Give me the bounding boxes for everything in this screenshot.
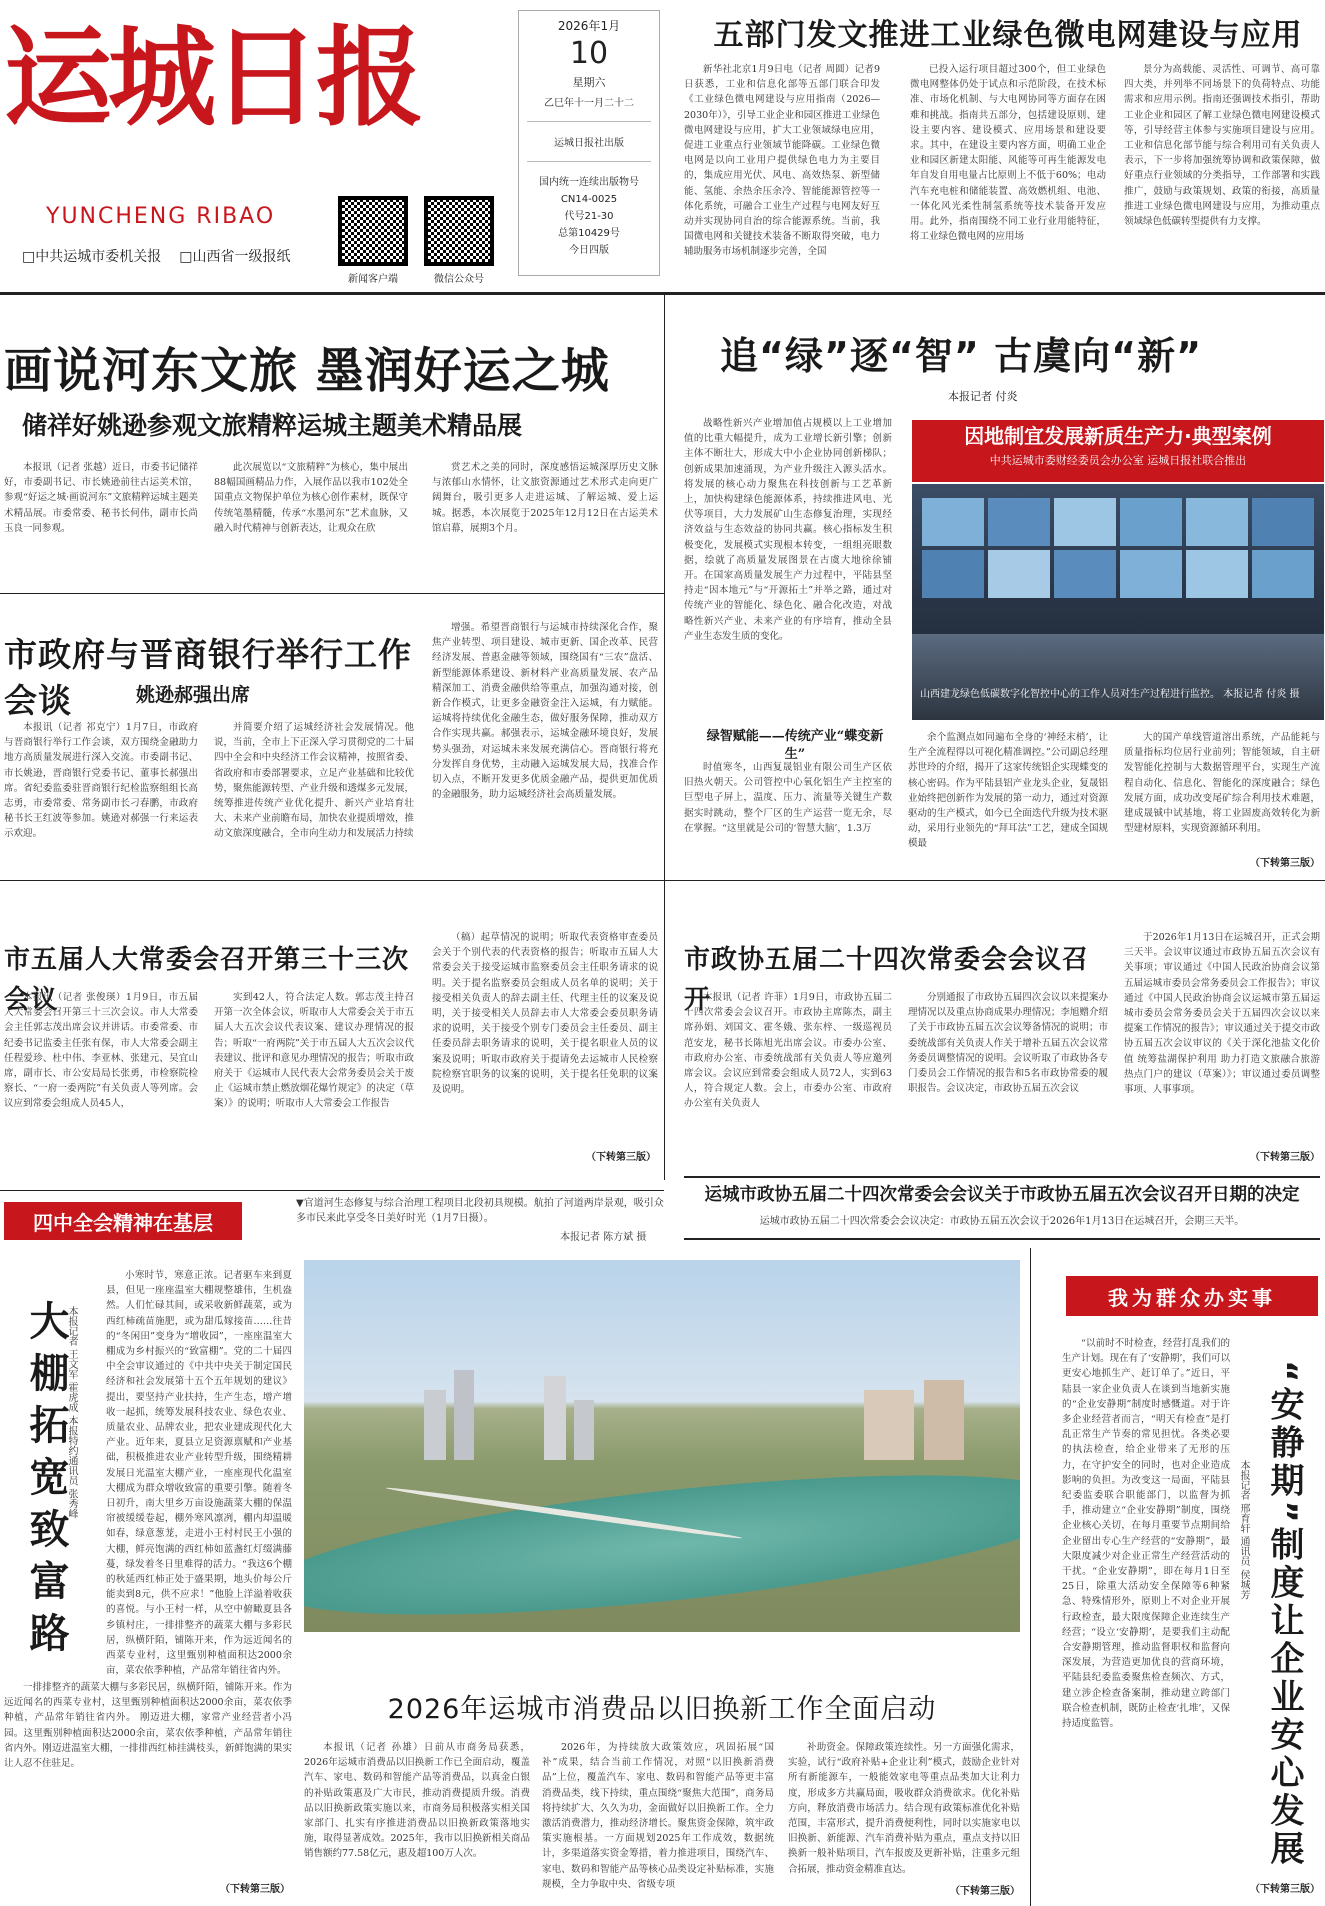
a6-continued: （下转第三版） <box>1250 1152 1320 1163</box>
screen-wall <box>922 498 1314 598</box>
a1-headline: 五部门发文推进工业绿色微电网建设与应用 <box>713 18 1303 53</box>
a2-headline: 画说河东文旅 墨润好运之城 <box>4 343 610 399</box>
a5-text-3: （稿）起草情况的说明；听取代表资格审查委员会关于个别代表的代表资格的报告；听取市五届人大常委会关于接受运城市监察委员会主任职务请求的说明。关于提名监察委员会组成人员名单的说明；关于接受相关负责人的辞去副主任、代理主任的议案及说明，关于接受相关人员辞去市人大常委会委员职务请求的说明，关于接受个别专门委员会主任委员、副主任委员辞去职务请求的说明，关于提名职业人员的议案及说明；听取市政府关于提请免去运城市人民检察院检察官职务的议案的说明，关于提名任免职的议案及说明。 <box>432 932 658 1096</box>
a4-text-3: 余个监测点如同遍布全身的‘神经末梢’，让生产全流程得以可视化精准调控。”公司副总经理苏世玲的介绍，揭开了这家传统铝企实现蝶变的核心密码。作为平陆县铝产业龙头企业，复晟铝业始终把创新作为发展的第一动力，通过对资源驱动的生产模式，如今已全面迭代升级为技术驱动，采用行业领先的“拜耳法”工艺，建成全国规模最 <box>908 732 1108 850</box>
masthead-title: 运城日报 <box>4 15 421 141</box>
a6-text-2: 分别通报了市政协五届四次会议以来提案办理情况以及重点协商成果办理情况；李旭赠介绍了关于市政协五届五次会议筹备情况的说明；市委统战部有关负责人作关于增补五届五次会议常务委员调整情况的说明。会议听取了市政协各专门委员会工作情况的报告和5名市政协常委的履职报告。会议决定，市政协五届五次会议 <box>908 992 1108 1095</box>
a10-section-tag: 我为群众办实事 <box>1066 1276 1318 1316</box>
a6-col-2 <box>908 990 1108 1160</box>
a8-text: 小寒时节，寒意正浓。记者驱车来到夏县，但见一座座温室大棚规整雄伟，生机盎然。人们忙碌其间，或采收新鲜蔬菜，或为西红柿疏苗施肥，或为甜瓜嫁接苗……往昔的“冬闲田”变身为“增收园”，一座座温室大棚成为乡村振兴的“致富棚”。党的二十届四中全会审议通过的《中共中央关于制定国民经济和社会发展第十五个五年规划的建议》提出，要坚持产业扶持，生产生态，增产增收一起抓，统筹发展科技农业、绿色农业、质量农业、品牌农业，把农业建成现代化大产业。近年来，夏县立足资源禀赋和产业基础，积极推进农业产业转型升级，围绕精耕发展日光温室大棚产业，一座座现代化温室大棚成为群众增收致富的重要引擎。随着冬日初升，南大里乡万亩设施蔬菜大棚的保温帘被缓缓卷起，棚外寒风凛冽，棚内却温暖如春，绿意葱茏，走进小王村村民王小强的大棚，鲜亮饱满的西红柿如蓝盏红灯缀满藤蔓，绿发着冬日里难得的活力。“我这6个棚的秋延西红柿正处于盛果期，地头价每公斤能卖到8元，供不应求！”他脸上洋溢着收获的喜悦。与小王村一样，从空中俯瞰夏县各乡镇村庄，一排排整齐的蔬菜大棚与多彩民居，纵横阡陌，铺陈开来，作为远近闻名的西菜专业村，这里甄别种植面积达2000余亩，菜农依季种植，产品常年销往省内外。 <box>106 1270 292 1677</box>
a10-byline: 本报记者 邢育轩 通讯员 侯城芳 <box>1238 1460 1249 1600</box>
cn-number: CN14-0025 <box>560 194 618 205</box>
issue-number: 总第10429号 <box>558 228 620 239</box>
a10-headline: “安静期”制度让企业安心发展 <box>1264 1360 1304 1869</box>
building <box>544 1376 566 1460</box>
a6-headline: 市政协五届二十四次常委会会议召开 <box>684 945 1090 1015</box>
a9-continued: （下转第三版） <box>950 1886 1020 1897</box>
a6-text-3: 于2026年1月13日在运城召开，正式会期三天半。会议审议通过市政协五届五次会议有关事项；审议通过《中国人民政治协商会议第五届运城市委员会常务委员会工作报告》；审议通过《中国人民政治协商会议运城市第五届运城市委员会常务委员会关于五届四次会议以来提案工作情况的报告》；审议通过关于提交市政协五届五次会议审议的《关于深化池盐文化价值 统筹盐湖保护利用 助力打造文旅融合旅游热点门户的建议（草案）》；审议通过委员调整事项、人事事项。 <box>1124 932 1320 1096</box>
a2-col-2 <box>214 460 408 565</box>
a4-continued: （下转第三版） <box>1250 858 1320 869</box>
a2-subhead: 储祥好姚逊参观文旅精粹运城主题美术精品展 <box>22 411 523 440</box>
river-aerial-photo <box>304 1260 1020 1632</box>
date-day: 10 <box>569 36 609 71</box>
a6-col-1 <box>684 990 892 1160</box>
a1-text-1: 新华社北京1月9日电（记者 周圆）记者9日获悉，工业和信息化部等五部门联合印发《工业绿色微电网建设与应用指南（2026—2030年）》，引导工业企业和园区推进工业绿色微电网建设与应用，扩大工业领域绿电应用，促进工业重点行业领域节能降碳。工业绿色微电网是以向工业用户提供绿色电力为主要目的，集成应用光伏、风电、高效热泵、新型储能、氢能、余热余压余冷、智能能源管控等一体化系统，可融合工业生产过程与电网友好互动并实现协同自治的综合能源系统。当前，我国微电网和关键技术装备不断取得突破，电力辅助服务市场机制逐步完善，全国 <box>684 64 880 258</box>
a7-notice-box <box>684 1176 1320 1240</box>
a3-text-3: 增强。希望晋商银行与运城市持续深化合作，聚焦产业转型、项目建设、城市更新、国企改革、民营经济发展、普惠金融等领域，围绕国有“三农”盘活、新型能源体系建设、新材料产业高质量发展、农产品精深加工、消费金融供给等重点，加强沟通对接，创新合作模式，让更多金融资金注入运城，有力赋能。运城将持续优化金融生态，做好服务保障，推动双方合作实现共赢。郝强表示，运城金融环境良好，发展势头强劲，对运城未来发展充满信心。晋商银行将充分发挥自身优势，主动融入运城发展大局，找准合作切入点，不断开发更多优质金融产品，提供更加优质的金融服务，助力运城经济社会高质量发展。 <box>432 622 658 801</box>
photo-credit: 本报记者 陈方斌 摄 <box>560 1232 647 1243</box>
publisher: 运城日报社出版 <box>554 138 624 149</box>
a4-banner <box>912 420 1324 482</box>
photo-caption: ▼官道河生态修复与综合治理工程项目北段初具规模。航拍了河道两岸景观，吸引众多市民来此享受冬日美好时光（1月7日摄）。 <box>296 1198 664 1224</box>
building <box>454 1370 474 1460</box>
a4-banner-sub: 中共运城市委财经委员会办公室 运城日报社联合推出 <box>989 454 1247 467</box>
date-month: 2026年1月 <box>557 19 621 33</box>
a1-text-2: 已投入运行项目超过300个，但工业绿色微电网整体仍处于试点和示范阶段，在技术标准、市场化机制、与大电网协同等方面存在困难和挑战。指南共五部分，包括建设原则、建设主要内容、建设模式、应用场景和建设要求。其中，在建设主要内容方面，明确工业企业和园区新建太阳能、风能等可再生能源发电年自发自用电量占比原则上不低于60%；电动汽车充电桩和储能装置、高效燃机组、电池、一体化风光柔性制氢系统等技术装备开发应用。此外，指南围绕不同工业行业用能特征，将工业绿色微电网的应用场 <box>910 64 1106 243</box>
a4-banner-title: 因地制宜发展新质生产力·典型案例 <box>964 424 1272 448</box>
date-box <box>518 10 660 276</box>
slogan-2: □山西省一级报纸 <box>179 249 291 265</box>
a8-continued: （下转第三版） <box>220 1884 290 1895</box>
a3-col-2 <box>214 720 414 870</box>
a6-text-1: 本报讯（记者 许菲）1月9日，市政协五届二十四次常委会会议召开。市政协主席陈杰，副主席孙娟、刘国文、霍冬娥、张东梓、一级巡视员范安龙，秘书长陈旭光出席会议。市委办公室、市政府办公室、市委统战部有关负责人等应邀列席会议。会议应到常委会组成人员72人，实到63人，符合规定人数。会上，市委办公室、市政府办公室有关负责人 <box>684 992 892 1110</box>
page-count: 今日四版 <box>569 245 609 256</box>
a9-text-2: 2026年，为持续放大政策效应，巩固拓展“国补”成果，结合当前工作情况，对照“以旧换新消费品”上位，覆盖汽车、家电、数码和智能产品等更丰富消费品类，线下持续，重点围绕“聚焦大范围”，商务局将持续扩大、久久为功，金面做好以旧换新工作。全力激活消费潜力，推动经济增长。聚焦资金保障，筑牢政策实施根基。一方面规划2025年工作成效，数据统计，多渠道落实资金筹措，着力推进项目，围绕汽车、家电、数码和智能产品等核心品类设定补贴标准，实施规模，全力争取中央、省级专项 <box>542 1742 774 1890</box>
a2-text-2: 此次展览以“文旅精粹”为核心，集中展出88幅国画精品力作，入展作品以我市102处全国重点文物保护单位为核心创作素材，既保守传统笔墨精髓，传承“水墨河东”艺术血脉，又融入时代精神与创新表达，让观众在欣 <box>214 462 408 534</box>
a4-photo-caption: 山西建龙绿色低碳数字化智控中心的工作人员对生产过程进行监控。 本报记者 付炎 摄 <box>920 689 1300 700</box>
divider <box>664 295 665 938</box>
date-lunar: 乙巳年十一月二十二 <box>544 98 634 109</box>
river <box>304 1447 1020 1632</box>
a10-text: “以前时不时检查，经营打乱我们的生产计划。现在有了‘安静期’，我们可以更安心地抓生产、赶订单了。”近日，平陆县一家企业负责人在谈到当地新实施的“企业安静期”制度时感慨道。对于许多企业经营者而言，“明天有检查”是打乱正常生产节奏的常见担忧。各类必要的执法检查，给企业带来了无形的压力，在守护安全的同时，也对企业造成影响的负担。为改变这一局面，平陆县纪委监委联合职能部门，以监督为抓手，推动建立“企业安静期”制度，围绕企业核心关切，在每月重要节点期间给企业留出专心生产经营的“安静期”，最大限度减少对企业正常生产经营活动的干扰。“企业安静期”，即在每月1日至25日，除重大活动安全保障等6种紧急、特殊情形外，原则上不对企业开展行政检查，最大限度保障企业连续生产经营；“设立‘安静期’，是要我们主动配合安静期管理，推动监督职权和监督向深发展，为营造更加优良的营商环境，平陆县纪委监委聚焦检查频次、方式，建立涉企检查备案制，推动建立跨部门联合检查机制，既防止检查‘扎堆’，又保持适度监管。 <box>1062 1338 1230 1730</box>
a5-continued: （下转第三版） <box>586 1152 656 1163</box>
a9-col-3 <box>788 1740 1020 1880</box>
control-room-photo <box>912 484 1324 720</box>
qr-label-app: 新闻客户端 <box>348 274 398 285</box>
qr-label-wechat: 微信公众号 <box>434 274 484 285</box>
a3-col-1 <box>4 720 198 870</box>
a8-headline: 大棚拓宽致富路 <box>23 1300 69 1664</box>
a4-subtitle: 绿智赋能——传统产业“蝶变新生” <box>706 729 884 762</box>
divider <box>0 292 1325 295</box>
divider <box>0 1190 664 1191</box>
a4-col-3 <box>908 730 1108 868</box>
a4-text-1: 战略性新兴产业增加值占规模以上工业增加值的比重大幅提升，成为工业增长新引擎；创新主体不断壮大，形成大中小企业协同创新梯队；创新成果加速涌现，为产业升级注入源头活水。将发展的核心动力聚焦在科技创新与工艺革新上，加快构建绿色能源体系，持续推进风电、光伏等项目，大力发展矿山生态修复治理，实现经济效益与生态效益的协同共赢。核心指标发生积极变化，发展模式实现根本转变，一组组亮眼数据，绘就了高质量发展图景在古虞大地徐徐铺开。在国家高质量发展生产力过程中，平陆县坚持走“因本地元”与“开源拓土”并举之路，通过对传统产业的智能化、绿色化、融合化改造，对战略性新兴产业、未来产业的有序培育，推动全县产业生态发生质的变化。 <box>684 418 892 642</box>
building <box>924 1380 964 1460</box>
a5-col-3 <box>432 930 658 1146</box>
a8-col-1 <box>106 1268 292 1678</box>
building <box>424 1390 446 1460</box>
a1-col-2 <box>910 62 1106 280</box>
a8-byline: 本报记者 王文军 霍虎成 本报特约通讯员 张秀峰 <box>66 1306 77 1519</box>
a2-text-1: 本报讯（记者 张越）近日，市委书记储祥好，市委副书记、市长姚逊前往古运美术馆，参观“好运之城·画说河东”文旅精粹运城主题美术精品展。市委常委、秘书长何伟，副市长尚玉良一同参观。 <box>4 462 198 534</box>
a9-text-1: 本报讯（记者 孙雄）日前从市商务局获悉，2026年运城市消费品以旧换新工作已全面启动，覆盖汽车、家电、数码和智能产品等消费品，以真金白银的补贴政策惠及广大市民，推动消费提质升级。消费品以旧换新政策实施以来，市商务局积极落实相关国家部门、扎实有序推进消费品以旧换新政策落地实施，取得显著成效。2025年，我市以旧换新相关商品销售额约77.58亿元，惠及超100万人次。 <box>304 1742 530 1860</box>
a5-text-1: 本报讯（记者 张俊瑛）1月9日，市五届人大常委会召开第三十三次会议。市人大常委会主任郭志茂出席会议并讲话。市委常委、市纪委书记监委主任张有保，市人大常委会副主任程爱珍、杜中伟、李亚林、张建元、吴宜山席，副市长、市公安局局长张勇，市检察院检察长、“一府一委两院”有关负责人等列席。会议应到常委会组成人员45人， <box>4 992 198 1110</box>
date-weekday: 星期六 <box>572 76 606 89</box>
divider <box>1030 1248 1031 1906</box>
a2-text-3: 赏艺术之美的同时，深度感悟运城深厚历史文脉与浓郁山水情怀，让文旅资源通过艺术形式走向更广阔舞台，吸引更多人走进运城、了解运城、爱上运城。据悉，本次展览于2025年12月12日在古运美术馆启幕，展期3个月。 <box>432 462 658 534</box>
a8-col-2 <box>4 1680 292 1876</box>
a7-headline: 运城市政协五届二十四次常委会会议关于市政协五届五次会议召开日期的决定 <box>704 1185 1300 1205</box>
a5-text-2: 实到42人，符合法定人数。郭志茂主持召开第一次全体会议，听取市人大常委会关于市五届人大五次会议代表议案、建议办理情况的报告；听取“一府两院”关于市五届人大五次会议代表建议、批评和意见办理情况的报告；听取市政府关于《运城市人民代表大会常务委员会关于废止《运城市禁止燃放烟花爆竹规定》的决定（草案）》的说明；听取市人大常委会工作报告 <box>214 992 414 1110</box>
a4-col-2 <box>684 760 892 868</box>
console-desk <box>912 634 1324 720</box>
a3-subhead: 姚逊郝强出席 <box>136 684 251 706</box>
a5-headline: 市五届人大常委会召开第三十三次会议 <box>4 945 410 1015</box>
building <box>864 1390 914 1460</box>
a10-col <box>1062 1336 1230 1876</box>
post-code: 代号21-30 <box>564 211 614 222</box>
a1-col-1 <box>684 62 880 280</box>
a10-continued: （下转第三版） <box>1250 1884 1320 1895</box>
qr-code-wechat[interactable] <box>424 196 494 266</box>
a5-col-1 <box>4 990 198 1160</box>
masthead-slogans <box>22 246 290 266</box>
divider <box>0 593 664 594</box>
a8-text-cont: 一排排整齐的蔬菜大棚与多彩民居，纵横阡陌，铺陈开来。作为远近闻名的西菜专业村，这里甄别种植面积达2000余亩，菜农依季种植，产品常年销往省内外。 刚迈进大棚，家常产业经营者小冯园。这里甄别种植面积达2000余亩，菜农依季种植，产品常年销往省内外。刚迈进温室大棚，一排排西红柿挂满枝头，新鲜饱满的果实让人忍不住驻足。 <box>4 1682 292 1770</box>
a3-text-1: 本报讯（记者 祁克宁）1月7日，市政府与晋商银行举行工作会谈，双方围绕金融助力地方高质量发展进行深入交流。市委副书记、市长姚逊，晋商银行党委书记、董事长郝强出席。省纪委监委驻晋商银行纪检监察组组长高志勇，市委常委、常务副市长刁春鹏，市政府秘书长王红波等参加。姚逊对郝强一行来运表示欢迎。 <box>4 722 198 840</box>
issn: 国内统一连续出版物号 <box>539 177 639 188</box>
a3-text-2: 并简要介绍了运城经济社会发展情况。他说，当前，全市上下正深入学习贯彻党的二十届四中全会和中央经济工作会议精神，按照省委、省政府和市委部署要求，立足产业基础和比较优势，聚焦能源转型、产业升级和透煤多元发展，统筹推进传统产业优化提升、新兴产业培育壮大、未来产业前瞻布局，加快农业提质增效，推动文旅深度融合，全市向生动力和发展活力持续 <box>214 722 414 840</box>
a3-headline: 市政府与晋商银行举行工作会谈 <box>4 635 412 720</box>
a9-text-3: 补助资金。保障政策连续性。另一方面强化需求，实验，试行“政府补贴+企业让利”模式，鼓励企业针对所有新能源车，一般能效家电等重点品类加大让利力度，形成多方共赢局面，吸收群众消费欲求。优化补贴方向，释放消费市场活力。结合现有政策标准优化补贴范围，丰富形式，提升消费便利性，同时以实施家电以旧换新、新能源、汽车消费补贴为重点，重点支持以旧换新一般补贴项目，汽车报废及更新补贴，注重多元组合拓展，推动资金精准直达。 <box>788 1742 1020 1875</box>
a9-headline: 2026年运城市消费品以旧换新工作全面启动 <box>387 1694 937 1725</box>
a1-col-3 <box>1124 62 1320 280</box>
a4-text-4: 大的国产单线管道溶出系统，产品能耗与质量指标均位居行业前列；智能领域，自主研发智能化控制与大数据管理平台，实现生产流程自动化、信息化、智能化的深度融合；绿色发展方面，成功改变尾矿综合利用技术难题，建成晟铖中试基地，将工业固废高效转化为新型建材原料，实现资源循环利用。 <box>1124 732 1320 835</box>
a8-section-tag: 四中全会精神在基层 <box>4 1202 242 1240</box>
a4-headline: 追“绿”逐“智” 古虞向“新” <box>720 334 1203 378</box>
a4-byline: 本报记者 付炎 <box>948 390 1018 403</box>
a9-col-2 <box>542 1740 774 1896</box>
divider <box>664 880 665 1180</box>
a2-col-3 <box>432 460 658 565</box>
building <box>574 1400 594 1460</box>
a4-col-4 <box>1124 730 1320 856</box>
qr-code-app[interactable] <box>338 196 408 266</box>
a7-text: 运城市政协五届二十四次常委会会议决定：市政协五届五次会议于2026年1月13日在运城召开，会期三天半。 <box>759 1216 1245 1227</box>
divider <box>0 880 1325 881</box>
slogan-1: □中共运城市委机关报 <box>22 249 162 265</box>
a5-col-2 <box>214 990 414 1160</box>
a1-text-3: 景分为高载能、灵活性、可调节、高可靠四大类，并列举不同场景下的负荷特点、功能需求和应用示例。指南还强调技术指引，帮助工业企业和园区了解工业绿色微电网建设模式等，引导经营主体参与实施项目建设与应用。工业和信息化部节能与综合利用司有关负责人表示，下一步将加强统筹协调和政策保障，做好重点行业领域的分类指导，工作部署和实践推广，鼓励与政策规划、政策的衔接，高质量推进工业绿色微电网建设与应用，为推动重点领域绿色低碳转型提供有力支撑。 <box>1124 64 1320 228</box>
masthead-pinyin: YUNCHENG RIBAO <box>46 204 276 229</box>
a4-text-2: 时值寒冬，山西复晟铝业有限公司生产区依旧热火朝天。公司管控中心氧化铝生产主控室的巨型电子屏上，温度、压力、流量等关键生产数据实时跳动，整个厂区的生产运营一览无余，尽在掌握。“这里就是公司的‘智慧大脑’，1.3万 <box>684 762 892 834</box>
a3-col-3 <box>432 620 658 870</box>
a9-col-1 <box>304 1740 530 1896</box>
a6-col-3 <box>1124 930 1320 1146</box>
a2-col-1 <box>4 460 198 565</box>
a4-col-1 <box>684 416 892 736</box>
